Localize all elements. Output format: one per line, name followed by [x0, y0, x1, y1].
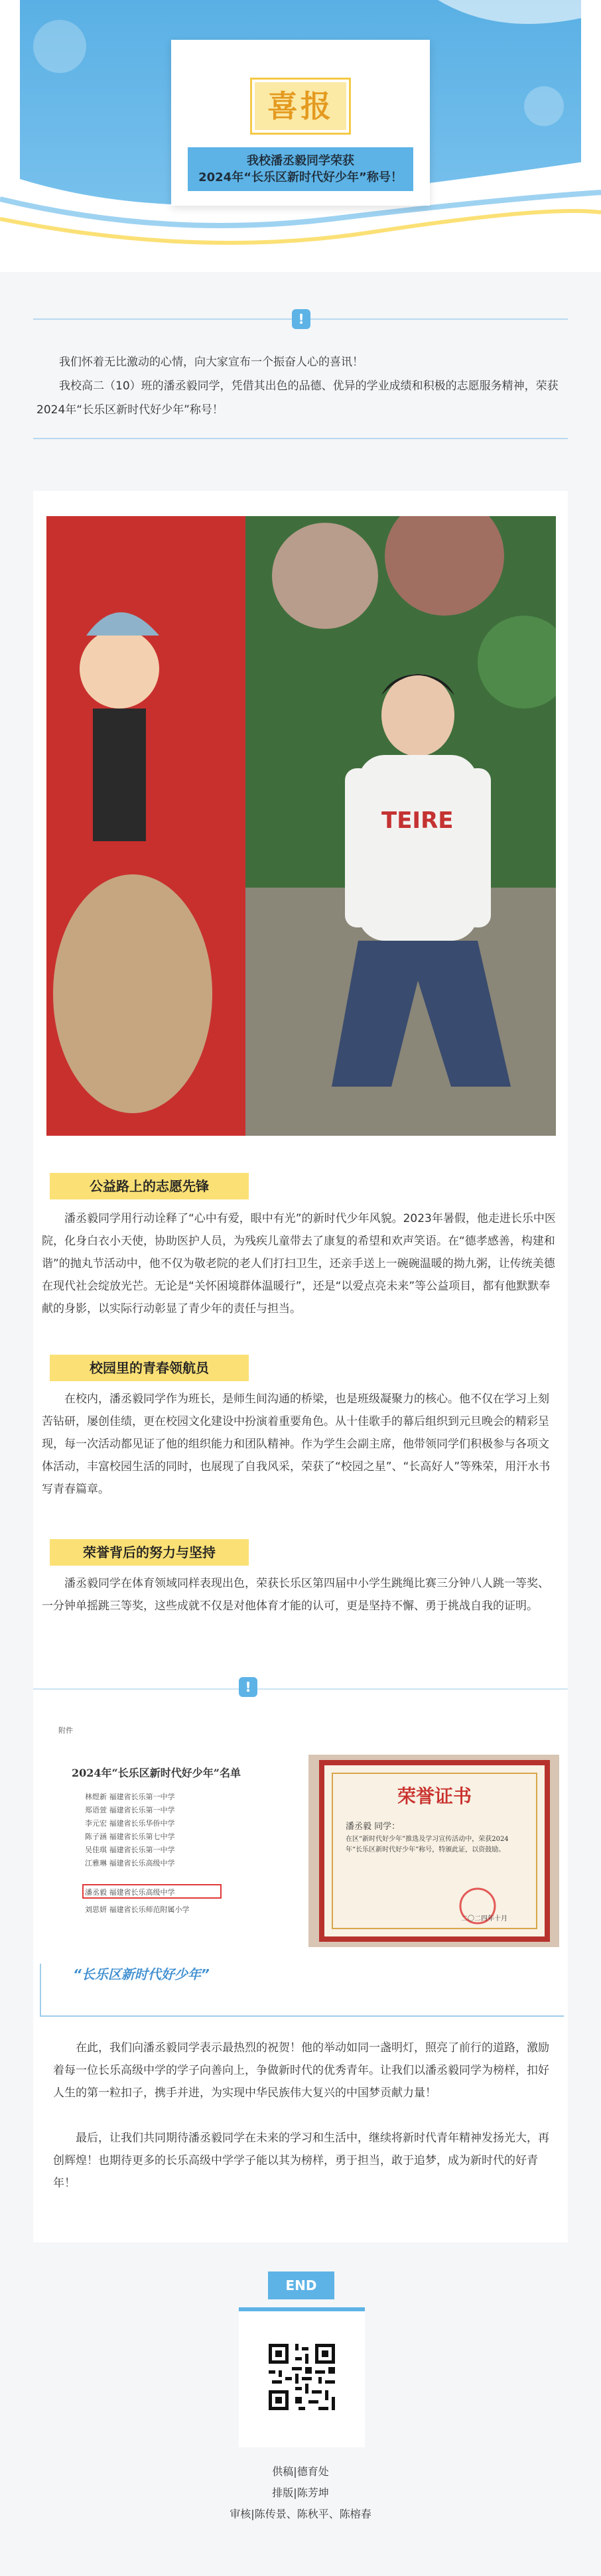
award-list-document: [58, 1725, 297, 1914]
intro-divider-bottom: [33, 438, 568, 439]
section-tag-volunteer: 公益路上的志愿先锋: [50, 1173, 249, 1199]
conclusion-text: [53, 2037, 557, 2217]
good-news-badge: 喜报: [252, 80, 349, 133]
credits: [0, 2461, 601, 2525]
section-text-campus: [42, 1388, 559, 1501]
intro-paragraph-1: 我们怀着无比激动的心情，向大家宣布一个振奋人心的喜讯！: [59, 356, 364, 369]
document-row: 吴佳琪 福建省长乐第一中学: [85, 1846, 175, 1854]
certificate-name: 潘丞毅 同学：: [346, 1822, 401, 1832]
section-paragraph: 潘丞毅同学用行动诠释了“心中有爱，眼中有光”的新时代少年风貌。2023年暑假，他走进长乐中医院，化身白衣小天使，协助医护人员，为残疾儿童带去了康复的希望和欢声笑语。在“德孝感善，构建和谐”的抛丸节活动中，他不仅为敬老院的老人们打扫卫生，还亲手送上一碗碗温暖的拗九粥，让传统美德在现代社会绽放光芒。无论是“关怀困境群体温暖行”，还是“以爱点亮未来”等公益项目，都有他默默奉献的身影，以实际行动彰显了青少年的责任与担当。: [42, 1212, 556, 1316]
header-subtitle: [188, 147, 413, 191]
certificate-illustration: [308, 1755, 559, 1947]
intro-paragraph-2: 我校高二（10）班的潘丞毅同学，凭借其出色的品德、优异的学业成绩和积极的志愿服务精神，荣获2024年“长乐区新时代好少年”称号！: [36, 379, 559, 417]
section-paragraph: 潘丞毅同学在体育领域同样表现出色，荣获长乐区第四届中小学生跳绳比赛三分钟八人跳一等奖、一分钟单摇跳三等奖，这些成就不仅是对他体育才能的认可，更是坚持不懈、勇于挑战自我的证明。: [42, 1577, 549, 1613]
certificate-caption: “长乐区新时代好少年”: [73, 1966, 210, 1982]
student-photo-illustration: [46, 516, 556, 1136]
header-subtitle-line2: 2024年“长乐区新时代好少年”称号！: [198, 170, 403, 184]
section-text-honor: [42, 1572, 559, 1617]
student-photo: [46, 516, 556, 1136]
document-row-highlighted: 潘丞毅 福建省长乐高级中学: [85, 1888, 175, 1897]
conclusion-paragraph-2: 最后，让我们共同期待潘丞毅同学在未来的学习和生活中，继续将新时代青年精神发扬光大，再创辉煌！也期待更多的长乐高级中学学子能以其为榜样，勇于担当，敢于追梦，成为新时代的好青年！: [53, 2132, 549, 2190]
document-row: 陈子涵 福建省长乐第七中学: [85, 1832, 175, 1841]
certificate-body: 在区“新时代好少年”推选及学习宣传活动中，荣获2024年“长乐区新时代好少年”称号，特颁此证，以资鼓励。: [346, 1836, 509, 1854]
document-row: 刘思妍 福建省长乐师范附属小学: [85, 1905, 190, 1914]
conclusion-paragraph-1: 在此，我们向潘丞毅同学表示最热烈的祝贺！他的举动如同一盏明灯，照亮了前行的道路，激励着每一位长乐高级中学的学子向善向上，争做新时代的优秀青年。让我们以潘丞毅同学为榜样，扣好人生的第一粒扣子，携手并进，为实现中华民族伟大复兴的中国梦贡献力量！: [53, 2041, 549, 2100]
intro-text: [36, 350, 567, 422]
section-paragraph: 在校内，潘丞毅同学作为班长，是师生间沟通的桥梁，也是班级凝聚力的核心。他不仅在学习上刻苦钻研，屡创佳绩，更在校园文化建设中扮演着重要角色。从十佳歌手的幕后组织到元旦晚会的精彩呈现，每一次活动都见证了他的组织能力和团队精神。作为学生会副主席，他带领同学们积极参与各项文体活动，丰富校园生活的同时，也展现了自我风采，荣获了“校园之星”、“长高好人”等殊荣，用汗水书写青春篇章。: [42, 1392, 551, 1496]
highlight-box: [82, 1884, 222, 1899]
credit-review: 审核|陈传景、陈秋平、陈榕春: [230, 2508, 371, 2520]
qr-code-icon[interactable]: [265, 2340, 338, 2413]
credit-layout: 排版|陈芳坤: [272, 2486, 329, 2499]
document-row: 江雅琳 福建省长乐高级中学: [85, 1859, 175, 1867]
document-row: 郑语萱 福建省长乐第一中学: [85, 1806, 175, 1814]
cert-divider: [33, 1688, 568, 1690]
notice-icon: !: [292, 309, 310, 329]
credit-contributor: 供稿|德育处: [272, 2465, 329, 2478]
header-subtitle-line1: 我校潘丞毅同学荣获: [247, 154, 354, 168]
certificate-photo: [308, 1755, 559, 1947]
certificate-date: 二〇二四年十月: [461, 1915, 507, 1923]
document-row: 李元宏 福建省长乐华侨中学: [85, 1819, 175, 1828]
svg-text:TEIRE: TEIRE: [381, 807, 454, 834]
notice-icon: !: [239, 1677, 257, 1697]
section-tag-honor: 荣誉背后的努力与坚持: [50, 1539, 249, 1566]
document-label: 附件: [58, 1726, 73, 1735]
section-tag-campus: 校园里的青春领航员: [50, 1355, 249, 1381]
end-badge: END: [268, 2271, 334, 2299]
section-text-volunteer: [42, 1207, 559, 1320]
document-heading: 2024年“长乐区新时代好少年”名单: [72, 1767, 241, 1779]
document-row: 林煜新 福建省长乐第一中学: [85, 1793, 175, 1801]
header-banner: [0, 0, 601, 272]
certificate-title: 荣誉证书: [397, 1785, 472, 1807]
